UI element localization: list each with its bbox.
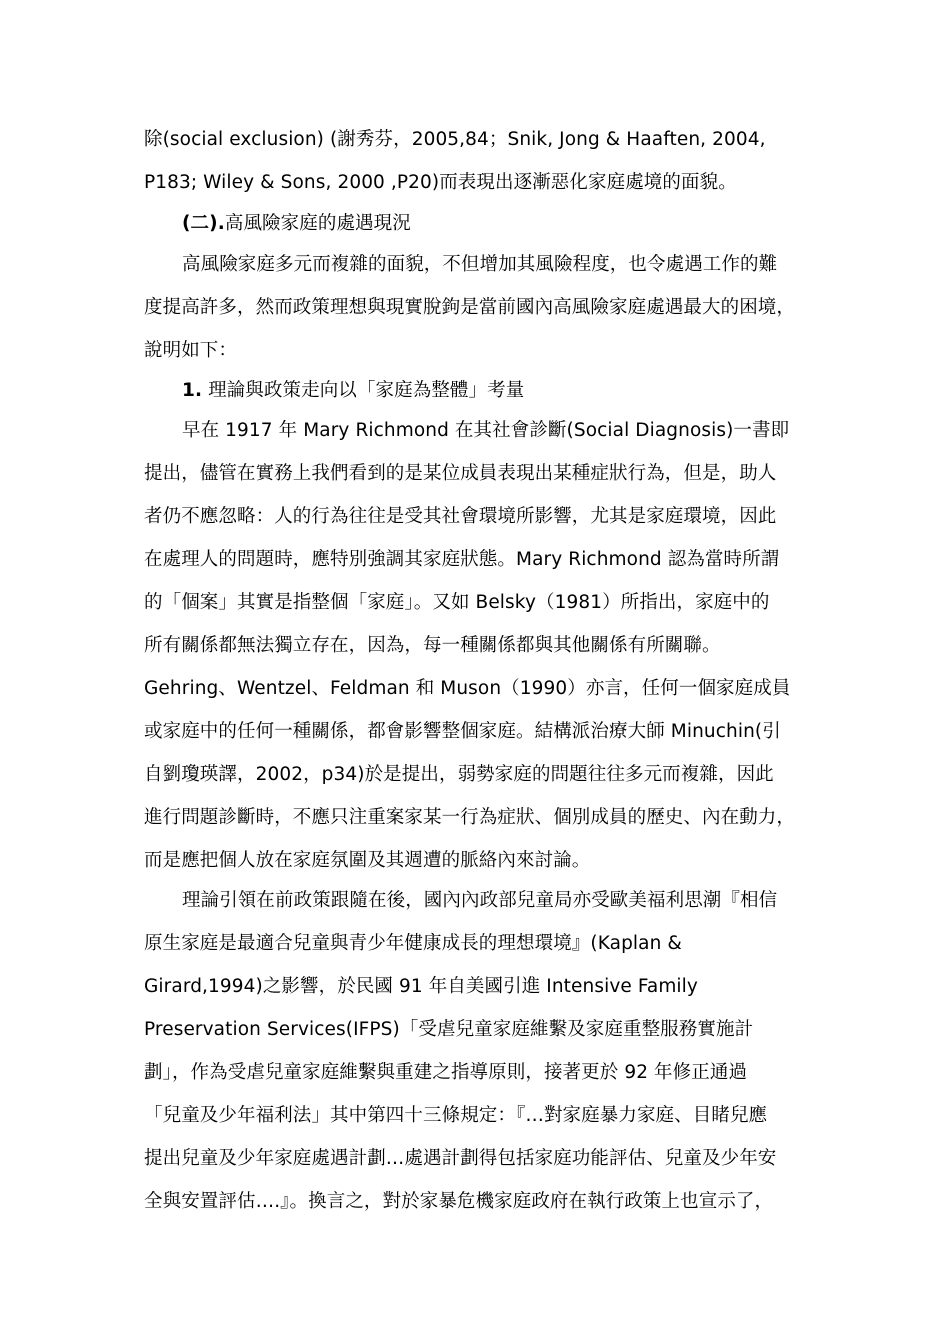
- paragraph-line: 全與安置評估….』。換言之，對於家暴危機家庭政府在執行政策上也宣示了，: [144, 1191, 774, 1212]
- paragraph-line: P183; Wiley & Sons, 2000 ,P20)而表現出逐漸惡化家庭處境的面貌。: [144, 172, 737, 193]
- paragraph-line: Preservation Services(IFPS)「受虐兒童家庭維繫及家庭重整服務實施計: [144, 1019, 754, 1040]
- paragraph-line: 提出兒童及少年家庭處遇計劃…處遇計劃得包括家庭功能評估、兒童及少年安: [144, 1148, 777, 1169]
- section-heading: [182, 212, 411, 236]
- paragraph-line: 進行問題診斷時，不應只注重案家某一行為症狀、個別成員的歷史、內在動力，: [144, 807, 796, 828]
- paragraph-line: 除(social exclusion) (謝秀芬，2005,84；Snik, Jong & Haaften, 2004,: [144, 129, 766, 150]
- subsection-heading: [182, 379, 524, 403]
- section-heading-text: 高風險家庭的處遇現況: [224, 213, 411, 234]
- section-heading-number: (二).: [182, 213, 225, 234]
- subsection-heading-number: 1.: [182, 380, 203, 401]
- paragraph-line: 度提高許多，然而政策理想與現實脫鉤是當前國內高風險家庭處遇最大的困境，: [144, 297, 796, 318]
- paragraph-line: 在處理人的問題時，應特別強調其家庭狀態。Mary Richmond 認為當時所謂: [144, 549, 780, 570]
- paragraph-line: 劃」，作為受虐兒童家庭維繫與重建之指導原則，接著更於 92 年修正通過: [144, 1062, 748, 1083]
- paragraph-line: 高風險家庭多元而複雜的面貌，不但增加其風險程度，也令處遇工作的難: [182, 254, 778, 275]
- paragraph-line: 原生家庭是最適合兒童與青少年健康成長的理想環境』(Kaplan &: [144, 933, 682, 954]
- paragraph-line: 早在 1917 年 Mary Richmond 在其社會診斷(Social Diagnosis)一書即: [182, 420, 790, 441]
- paragraph-line: 者仍不應忽略：人的行為往往是受其社會環境所影響，尤其是家庭環境，因此: [144, 506, 777, 527]
- paragraph-line: 自劉瓊瑛譯，2002，p34)於是提出，弱勢家庭的問題往往多元而複雜，因此: [144, 764, 774, 785]
- subsection-heading-text: 理論與政策走向以「家庭為整體」考量: [202, 380, 525, 401]
- paragraph-line: 理論引領在前政策跟隨在後，國內內政部兒童局亦受歐美福利思潮『相信: [182, 890, 778, 911]
- paragraph-line: 的「個案」其實是指整個「家庭」。又如 Belsky（1981）所指出，家庭中的: [144, 592, 770, 613]
- paragraph-line: 所有關係都無法獨立存在，因為，每一種關係都與其他關係有所關聯。: [144, 635, 721, 656]
- paragraph-line: 而是應把個人放在家庭氛圍及其週遭的脈絡內來討論。: [144, 850, 591, 871]
- paragraph-line: 或家庭中的任何一種關係，都會影響整個家庭。結構派治療大師 Minuchin(引: [144, 721, 781, 742]
- paragraph-line: Gehring、Wentzel、Feldman 和 Muson（1990）亦言，任何一個家庭成員: [144, 678, 791, 699]
- paragraph-line: 提出，儘管在實務上我們看到的是某位成員表現出某種症狀行為，但是，助人: [144, 463, 777, 484]
- paragraph-line: 「兒童及少年福利法」其中第四十三條規定：『…對家庭暴力家庭、目睹兒應: [144, 1105, 768, 1126]
- paragraph-line: 說明如下：: [144, 340, 238, 361]
- paragraph-line: Girard,1994)之影響，於民國 91 年自美國引進 Intensive Family: [144, 976, 698, 997]
